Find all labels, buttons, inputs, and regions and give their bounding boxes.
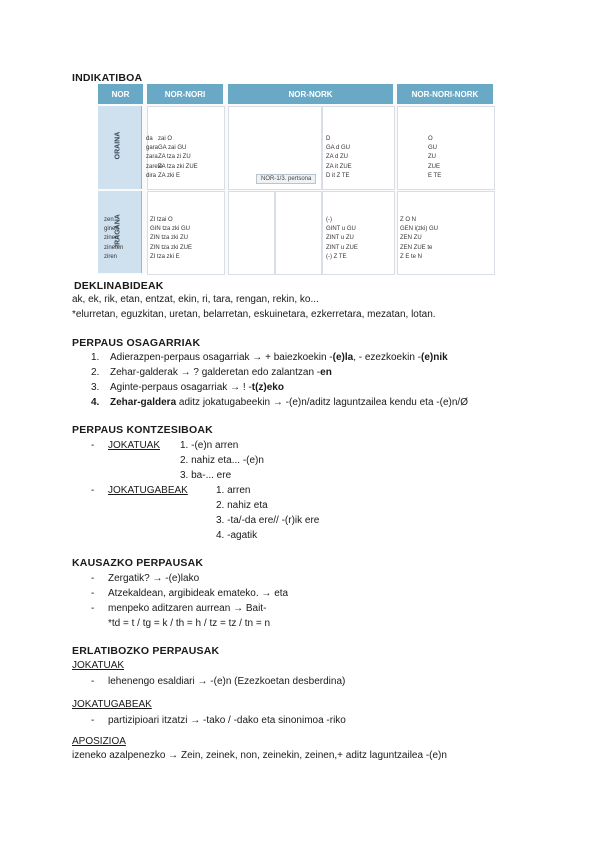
past-norinork-list: Z O N GEN i(zki) GU ZEN ZU ZEN ZUE te Z E te N: [400, 217, 438, 260]
aposizioa-text: izeneko azalpenezko → Zein, zeinek, non, zeinekin, zeinen,+ aditz laguntzailea -(e)n: [72, 750, 447, 761]
osagarri-item: 3. Agintе-perpaus osagarriak → ! -t(z)eko: [91, 382, 284, 393]
past-nork-list: (-) GINT u GU ZINT u ZU ZINT u ZUE (-) Z TE: [326, 217, 358, 260]
kontz-jokg-1: 1. arren: [216, 485, 251, 496]
kontz-jokg-2: 2. nahiz eta: [216, 500, 268, 511]
osagarri-item: 2. Zehar-galderak → ? galderetan edo zalantzan -en: [91, 367, 332, 378]
kontz-jokg-3: 3. -ta/-da ere// -(r)ik ere: [216, 515, 320, 526]
erlat-jokatuak-label: JOKATUAK: [72, 660, 125, 671]
bullet: -: [91, 603, 95, 614]
side-label-present: ORAINA: [114, 131, 122, 160]
dekl-heading: DEKLINABIDEAK: [74, 280, 164, 292]
dekl-line-1: ak, ek, rik, etan, entzat, ekin, ri, tara, rengan, rekin, ko...: [72, 294, 319, 305]
osagarri-item: 4. Zehar-galdera aditz jokatugabeekin → -(e)n/aditz laguntzailea kendu eta -(e)n/Ø: [91, 397, 468, 408]
kontz-jok-1: 1. -(e)n arren: [180, 440, 239, 451]
bullet: -: [91, 588, 95, 599]
kausa-item-2: Atzekaldean, argibideak emateko. → eta: [108, 588, 289, 599]
kausa-item-3: menpeko aditzaren aurrean → Bait-: [108, 603, 267, 614]
erlat-jok-item: lehenengo esaldiari → -(e)n (Ezezkoetan desberdina): [108, 676, 346, 687]
bullet: -: [91, 715, 95, 726]
past-nork-b: [275, 191, 322, 275]
bullet: -: [91, 485, 95, 496]
pertsona-note: NOR-1/3. pertsona: [256, 174, 316, 184]
kontz-heading: PERPAUS KONTZESIBOAK: [72, 424, 213, 436]
osagarri-item: 1. Adierazpen-perpaus osagarriak → + baiezkoekin -(e)la, - ezezkoekin -(e)nik: [91, 352, 448, 363]
present-norinork-cell: [397, 106, 495, 190]
kontz-jok-3: 3. ba-... ere: [180, 470, 232, 481]
erlat-heading: ERLATIBOZKO PERPAUSAK: [72, 645, 220, 657]
kausa-heading: KAUSAZKO PERPAUSAK: [72, 557, 204, 569]
past-nor-list: zen ginen zinen zineten ziren: [104, 217, 124, 260]
aposizioa-label: APOSIZIOA: [72, 736, 126, 747]
page-title: INDIKATIBOA: [72, 72, 143, 84]
header-nor-nori: NOR-NORI: [147, 84, 223, 104]
kontz-jokatugabeak-label: JOKATUGABEAK: [108, 485, 188, 496]
header-nor-nori-nork: NOR-NORI-NORK: [397, 84, 493, 104]
kausa-note: *td = t / tg = k / th = h / tz = tz / tn = n: [108, 618, 271, 629]
bullet: -: [91, 573, 95, 584]
past-nork-a: [228, 191, 275, 275]
header-nor-nork: NOR-NORK: [228, 84, 393, 104]
erlat-jokg-item: partizipioari itzatzi → -tako / -dako eta sinonimoa -riko: [108, 715, 346, 726]
kontz-jok-2: 2. nahiz eta... -(e)n: [180, 455, 264, 466]
header-nor: NOR: [98, 84, 143, 104]
kontz-jokatuak-label: JOKATUAK: [108, 440, 161, 451]
osagarri-heading: PERPAUS OSAGARRIAK: [72, 337, 201, 349]
bullet: -: [91, 440, 95, 451]
present-nork-list: D GA d GU ZA d ZU ZA it ZUE D it Z TE: [326, 136, 352, 179]
present-nori-list: zai O GA zai GU ZA tza zi ZU ZA tza zki ZUE ZA zki E: [158, 136, 198, 179]
present-nor-list: da gara zara zarete dira: [146, 136, 163, 179]
present-norinork-list: O GU ZU ZUE E TE: [428, 136, 442, 179]
side-label-past: IRAGANA: [114, 214, 122, 247]
past-nori-list: ZI tzai O GIN tza zki GU ZIN tza zki ZU ZIN tza zki ZUE ZI tza zki E: [150, 217, 193, 260]
erlat-jokatugabeak-label: JOKATUGABEAK: [72, 699, 152, 710]
present-nor-cell: [98, 130, 143, 186]
bullet: -: [91, 676, 95, 687]
kausa-item-1: Zergatik? → -(e)lako: [108, 573, 200, 584]
dekl-line-2: *elurretan, eguzkitan, uretan, belarretan, eskuinetara, ezkerretara, mezatan, lotan.: [72, 309, 436, 320]
kontz-jokg-4: 4. -agatik: [216, 530, 258, 541]
conjugation-table: [98, 84, 493, 274]
